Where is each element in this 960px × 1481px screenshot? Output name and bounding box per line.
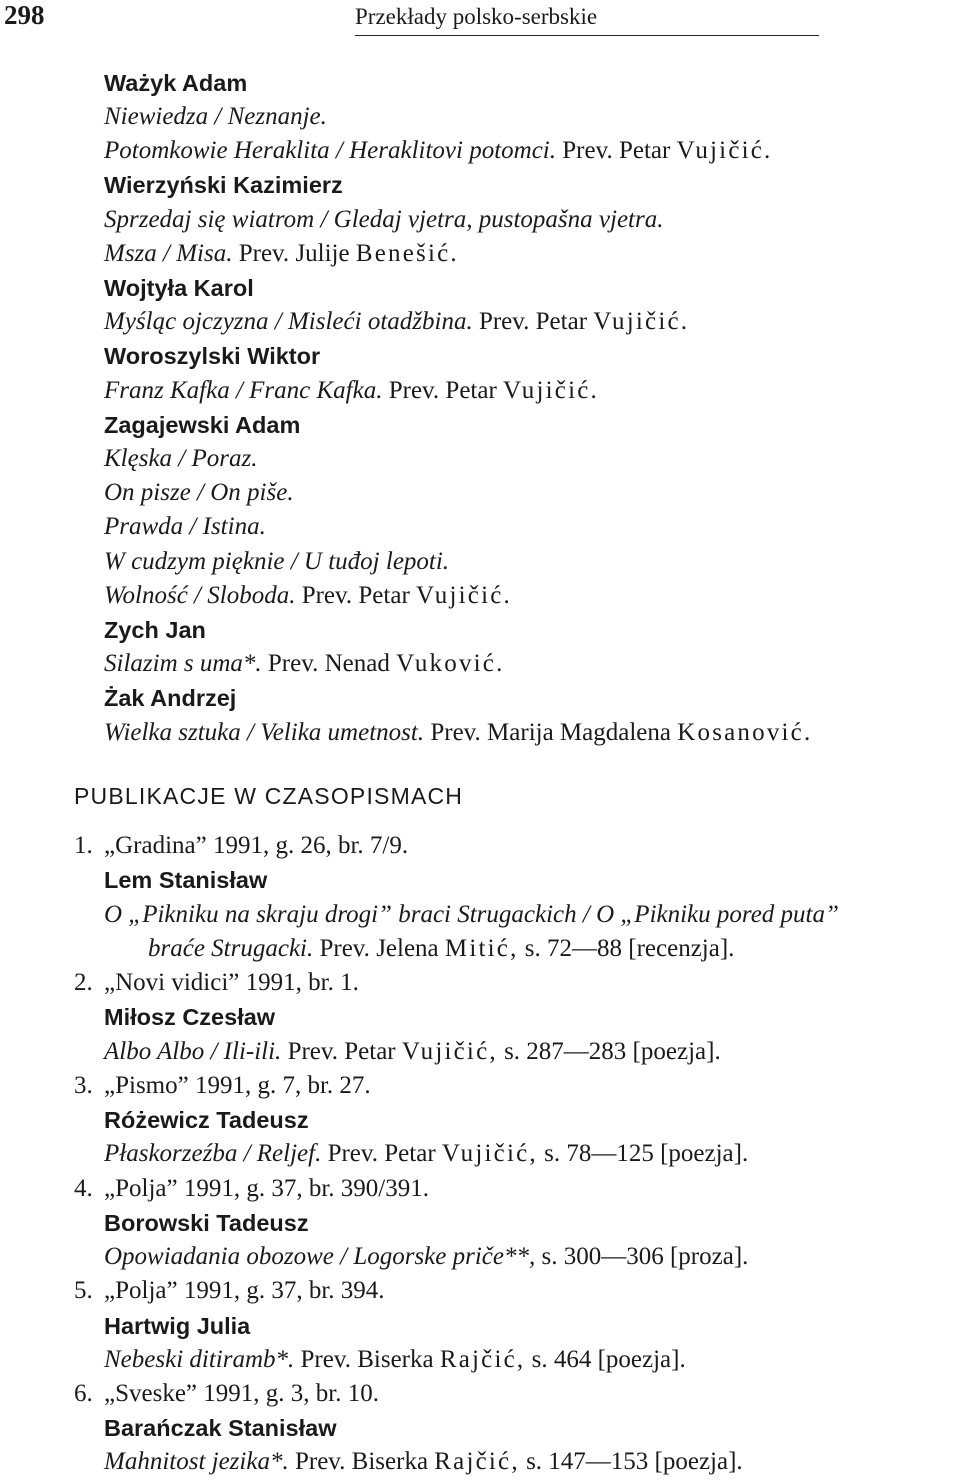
- author-name: Ważyk Adam: [104, 70, 248, 96]
- journal-entry: 5. „Polja” 1991, g. 37, br. 394.: [74, 1277, 385, 1304]
- work-entry: Nebeski ditiramb*. Prev. Biserka Rajčić, s. 464 [poezja].: [104, 1346, 686, 1373]
- work-entry: Mahnitost jezika*. Prev. Biserka Rajčić, s. 147—153 [poezja].: [104, 1448, 743, 1475]
- work-entry: braće Strugacki. Prev. Jelena Mitić, s. 72—88 [recenzja].: [148, 935, 735, 962]
- page-number: 298: [4, 0, 45, 30]
- work-entry: Franz Kafka / Franc Kafka. Prev. Petar Vujičić.: [104, 377, 599, 404]
- work-entry: Niewiedza / Neznanje.: [104, 103, 327, 130]
- work-entry: Płaskorzeźba / Reljef. Prev. Petar Vujičić, s. 78—125 [poezja].: [104, 1140, 749, 1167]
- work-entry: Klęska / Poraz.: [104, 445, 258, 472]
- author-name: Wojtyła Karol: [104, 275, 254, 301]
- work-entry: Prawda / Istina.: [104, 513, 266, 540]
- work-entry: Myśląc ojczyzna / Misleći otadžbina. Prev. Petar Vujičić.: [104, 308, 690, 335]
- work-entry: Potomkowie Heraklita / Heraklitovi potomci. Prev. Petar Vujičić.: [104, 137, 773, 164]
- author-name: Zagajewski Adam: [104, 412, 301, 438]
- work-entry: Albo Albo / Ili-ili. Prev. Petar Vujičić, s. 287—283 [poezja].: [104, 1038, 721, 1065]
- author-name: Wierzyński Kazimierz: [104, 172, 343, 198]
- author-name: Woroszylski Wiktor: [104, 343, 321, 369]
- author-name: Lem Stanisław: [104, 867, 268, 893]
- section-heading: PUBLIKACJE W CZASOPISMACH: [74, 783, 464, 809]
- author-name: Różewicz Tadeusz: [104, 1107, 309, 1133]
- journal-entry: 4. „Polja” 1991, g. 37, br. 390/391.: [74, 1175, 429, 1202]
- work-entry: On pisze / On piše.: [104, 479, 294, 506]
- author-name: Zych Jan: [104, 617, 206, 643]
- page-header: [0, 0, 960, 40]
- work-entry: W cudzym pięknie / U tuđoj lepoti.: [104, 548, 450, 575]
- author-name: Hartwig Julia: [104, 1313, 251, 1339]
- author-name: Barańczak Stanisław: [104, 1415, 337, 1441]
- author-name: Żak Andrzej: [104, 685, 237, 711]
- journal-entry: 3. „Pismo” 1991, g. 7, br. 27.: [74, 1072, 371, 1099]
- header-rule: [355, 35, 819, 36]
- author-name: Miłosz Czesław: [104, 1004, 276, 1030]
- work-entry: Wolność / Sloboda. Prev. Petar Vujičić.: [104, 582, 512, 609]
- work-entry: Silazim s uma*. Prev. Nenad Vuković.: [104, 650, 505, 677]
- work-entry: Sprzedaj się wiatrom / Gledaj vjetra, pustopašna vjetra.: [104, 206, 664, 233]
- running-title: Przekłady polsko-serbskie: [355, 4, 598, 29]
- author-name: Borowski Tadeusz: [104, 1210, 309, 1236]
- work-entry: Opowiadania obozowe / Logorske priče**, s. 300—306 [proza].: [104, 1243, 749, 1270]
- journal-entry: 1. „Gradina” 1991, g. 26, br. 7/9.: [74, 832, 409, 859]
- work-entry: Wielka sztuka / Velika umetnost. Prev. Marija Magdalena Kosanović.: [104, 719, 813, 746]
- work-entry: Msza / Misa. Prev. Julije Benešić.: [104, 240, 459, 267]
- journal-entry: 6. „Sveske” 1991, g. 3, br. 10.: [74, 1380, 379, 1407]
- journal-entry: 2. „Novi vidici” 1991, br. 1.: [74, 969, 359, 996]
- work-entry: O „Pikniku na skraju drogi” braci Strugackich / O „Pikniku pored puta”: [104, 901, 839, 928]
